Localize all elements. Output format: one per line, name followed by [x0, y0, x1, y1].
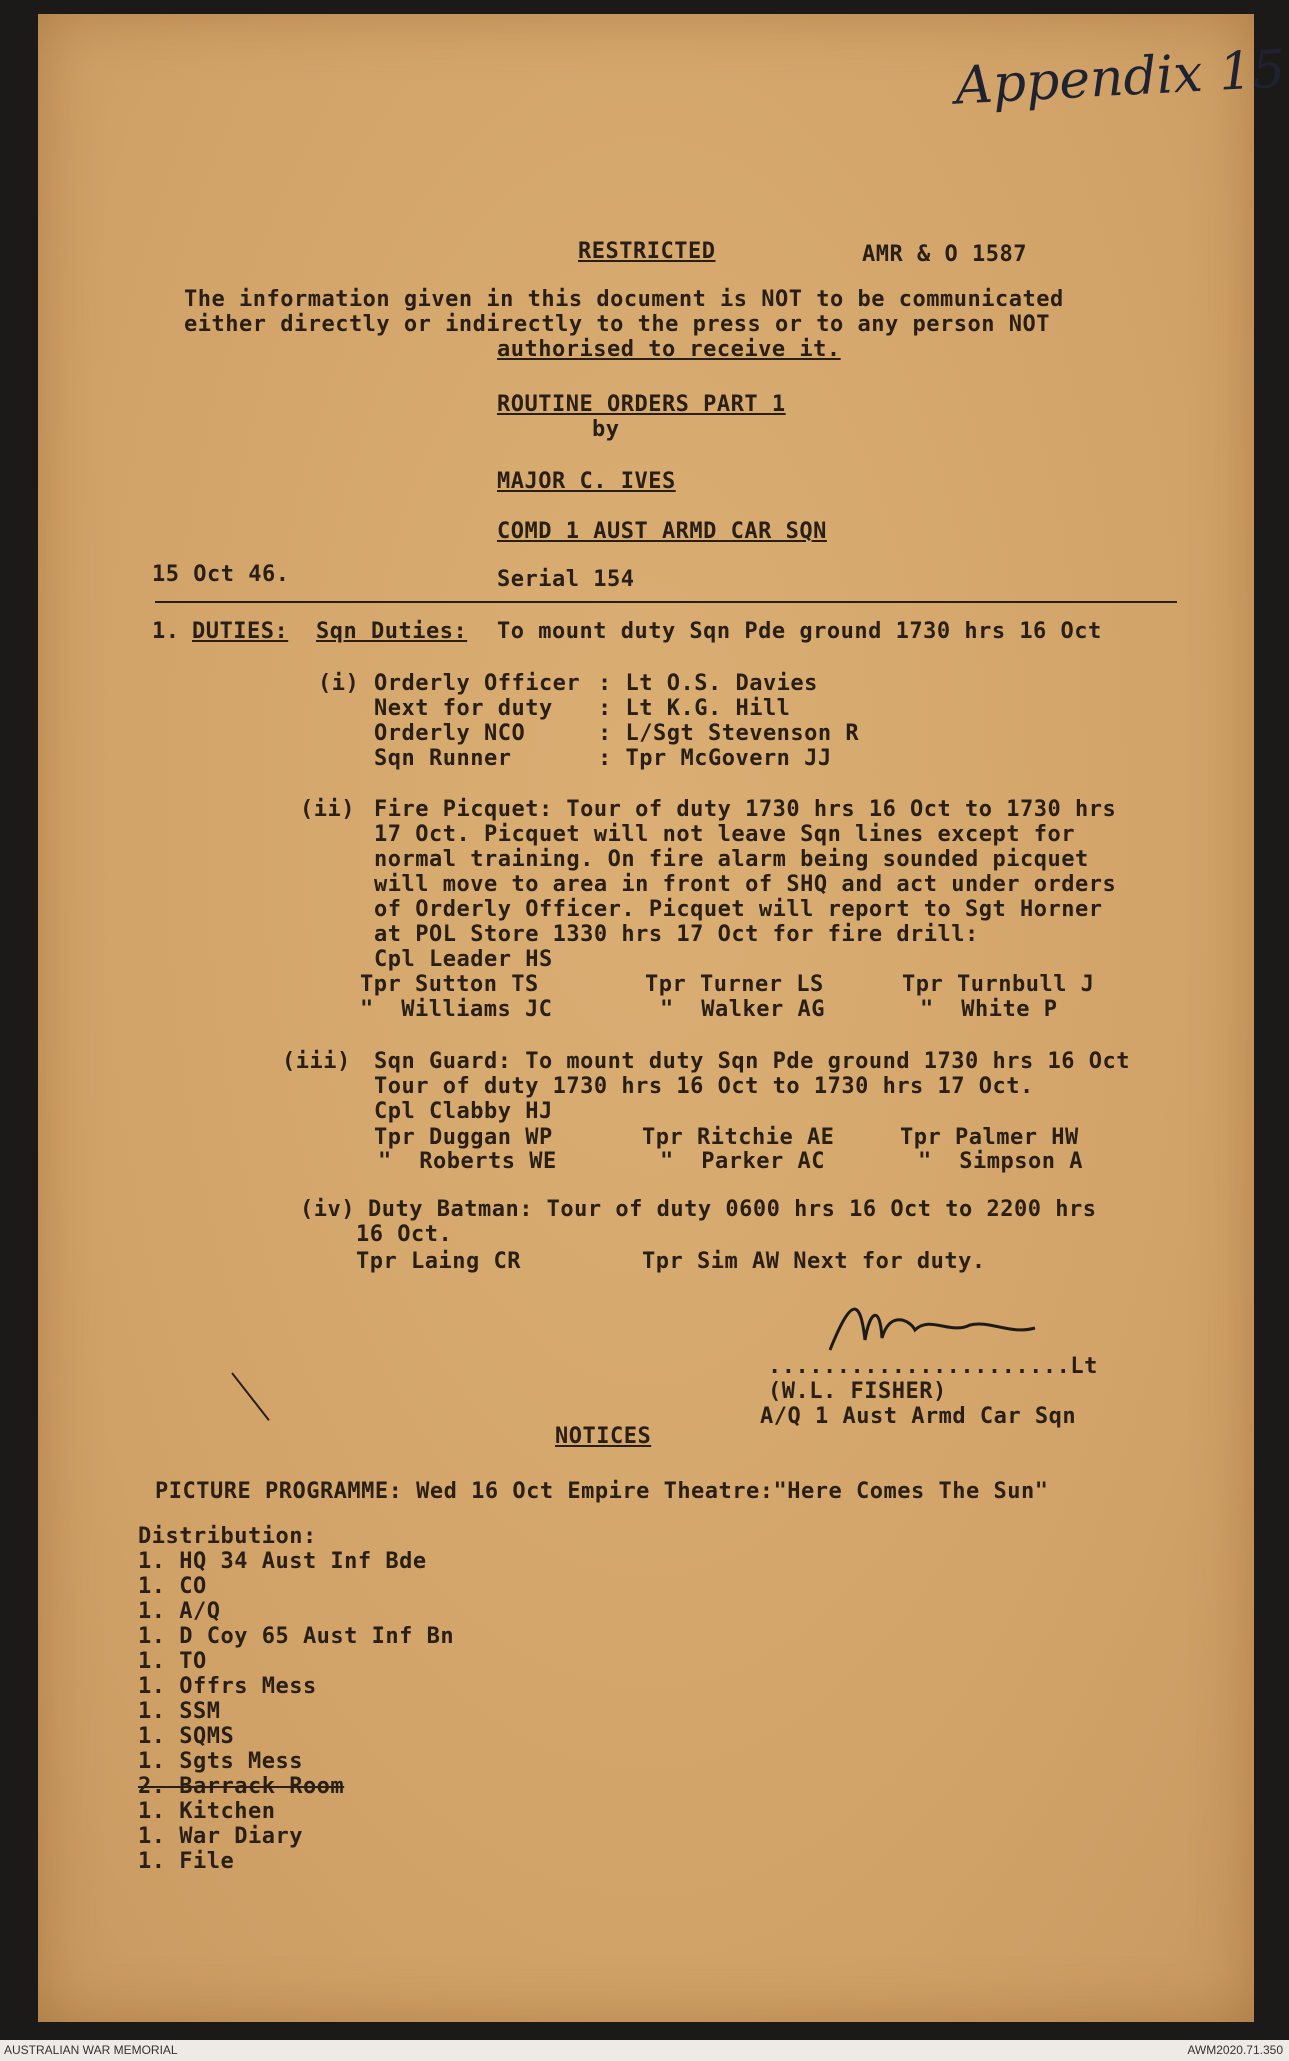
title-line-1: ROUTINE ORDERS PART 1 — [497, 392, 786, 417]
picquet-member: " White P — [920, 997, 1058, 1022]
archive-reference: AWM2020.71.350 — [1187, 2043, 1283, 2057]
distribution-item-struck: 2. Barrack Room — [138, 1774, 345, 1799]
heading-rule — [155, 601, 1177, 603]
distribution-item: 1. SSM — [138, 1699, 221, 1724]
warning-line-1: The information given in this document is NOT to be communicated — [184, 287, 1064, 312]
signature-line: ......................Lt — [768, 1354, 1098, 1379]
section-ii-line: Cpl Leader HS — [374, 947, 553, 972]
distribution-item: 1. CO — [138, 1574, 207, 1599]
sqn-duties-subheading: Sqn Duties: — [316, 619, 468, 644]
section-iii-number: (iii) — [282, 1049, 351, 1074]
duty-name: : Lt O.S. Davies — [598, 671, 818, 696]
distribution-item: 1. War Diary — [138, 1824, 303, 1849]
title-line-4: COMD 1 AUST ARMD CAR SQN — [497, 519, 827, 544]
distribution-item: 1. Kitchen — [138, 1799, 276, 1824]
guard-member: Tpr Ritchie AE — [642, 1125, 835, 1150]
distribution-item: 1. Offrs Mess — [138, 1674, 317, 1699]
warning-line-2: either directly or indirectly to the press or to any person NOT — [184, 312, 1050, 337]
title-line-2: by — [592, 417, 620, 442]
handwritten-appendix-note: Appendix 15 — [953, 39, 1287, 117]
document-date: 15 Oct 46. — [152, 562, 290, 587]
section-iv-number: (iv) — [300, 1197, 355, 1222]
guard-member: " Roberts WE — [378, 1149, 557, 1174]
section-ii-number: (ii) — [300, 797, 355, 822]
section-i-number: (i) — [318, 671, 360, 696]
distribution-item: 1. A/Q — [138, 1599, 221, 1624]
batman-entry: Tpr Laing CR — [356, 1249, 521, 1274]
duty-role: Orderly NCO — [374, 721, 526, 746]
distribution-item: 1. D Coy 65 Aust Inf Bn — [138, 1624, 455, 1649]
picquet-member: " Walker AG — [660, 997, 825, 1022]
section-iii-line: Sqn Guard: To mount duty Sqn Pde ground 1730 hrs 16 Oct — [374, 1049, 1130, 1074]
section-iv-line: Duty Batman: Tour of duty 0600 hrs 16 Oct to 2200 hrs — [368, 1197, 1097, 1222]
picquet-member: " Williams JC — [360, 997, 553, 1022]
signatory-name: (W.L. FISHER) — [768, 1379, 947, 1404]
distribution-heading: Distribution: — [138, 1524, 317, 1549]
section-iv-line: 16 Oct. — [356, 1222, 453, 1247]
picquet-member: Tpr Sutton TS — [360, 972, 539, 997]
distribution-item: 1. SQMS — [138, 1724, 235, 1749]
guard-member: Tpr Duggan WP — [374, 1125, 553, 1150]
duty-role: Sqn Runner — [374, 746, 512, 771]
duties-number: 1. — [152, 619, 180, 644]
section-ii-line: will move to area in front of SHQ and act under orders — [374, 872, 1117, 897]
warning-line-3: authorised to receive it. — [497, 337, 841, 362]
distribution-item: 1. File — [138, 1849, 235, 1874]
classification-label: RESTRICTED — [578, 239, 716, 264]
picquet-member: Tpr Turner LS — [645, 972, 824, 997]
archive-credit: AUSTRALIAN WAR MEMORIAL — [4, 2043, 178, 2057]
distribution-item: 1. HQ 34 Aust Inf Bde — [138, 1549, 427, 1574]
reference-number: AMR & O 1587 — [862, 242, 1027, 267]
section-iii-line: Tour of duty 1730 hrs 16 Oct to 1730 hrs 17 Oct. — [374, 1074, 1034, 1099]
duties-heading: DUTIES: — [192, 619, 289, 644]
duty-name: : Lt K.G. Hill — [598, 696, 791, 721]
duty-role: Next for duty — [374, 696, 553, 721]
section-ii-line: at POL Store 1330 hrs 17 Oct for fire drill: — [374, 922, 979, 947]
duties-intro: To mount duty Sqn Pde ground 1730 hrs 16 Oct — [497, 619, 1102, 644]
batman-next: Tpr Sim AW Next for duty. — [642, 1249, 986, 1274]
signature-mark — [820, 1290, 1060, 1360]
picquet-member: Tpr Turnbull J — [902, 972, 1095, 997]
guard-member: " Simpson A — [918, 1149, 1083, 1174]
section-ii-line: normal training. On fire alarm being sounded picquet — [374, 847, 1089, 872]
section-ii-line: 17 Oct. Picquet will not leave Sqn lines except for — [374, 822, 1076, 847]
distribution-item: 1. TO — [138, 1649, 207, 1674]
section-ii-line: of Orderly Officer. Picquet will report to Sgt Horner — [374, 897, 1103, 922]
section-ii-line: Fire Picquet: Tour of duty 1730 hrs 16 Oct to 1730 hrs — [374, 797, 1117, 822]
guard-member: Tpr Palmer HW — [900, 1125, 1079, 1150]
duty-name: : L/Sgt Stevenson R — [598, 721, 860, 746]
duty-role: Orderly Officer — [374, 671, 581, 696]
distribution-item: 1. Sgts Mess — [138, 1749, 303, 1774]
picture-programme: PICTURE PROGRAMME: Wed 16 Oct Empire Theatre:"Here Comes The Sun" — [155, 1479, 1049, 1504]
notices-heading: NOTICES — [555, 1424, 652, 1449]
title-line-3: MAJOR C. IVES — [497, 469, 676, 494]
signatory-appointment: A/Q 1 Aust Armd Car Sqn — [760, 1404, 1077, 1429]
section-iii-line: Cpl Clabby HJ — [374, 1099, 553, 1124]
serial-number: Serial 154 — [497, 567, 635, 592]
duty-name: : Tpr McGovern JJ — [598, 746, 832, 771]
guard-member: " Parker AC — [660, 1149, 825, 1174]
